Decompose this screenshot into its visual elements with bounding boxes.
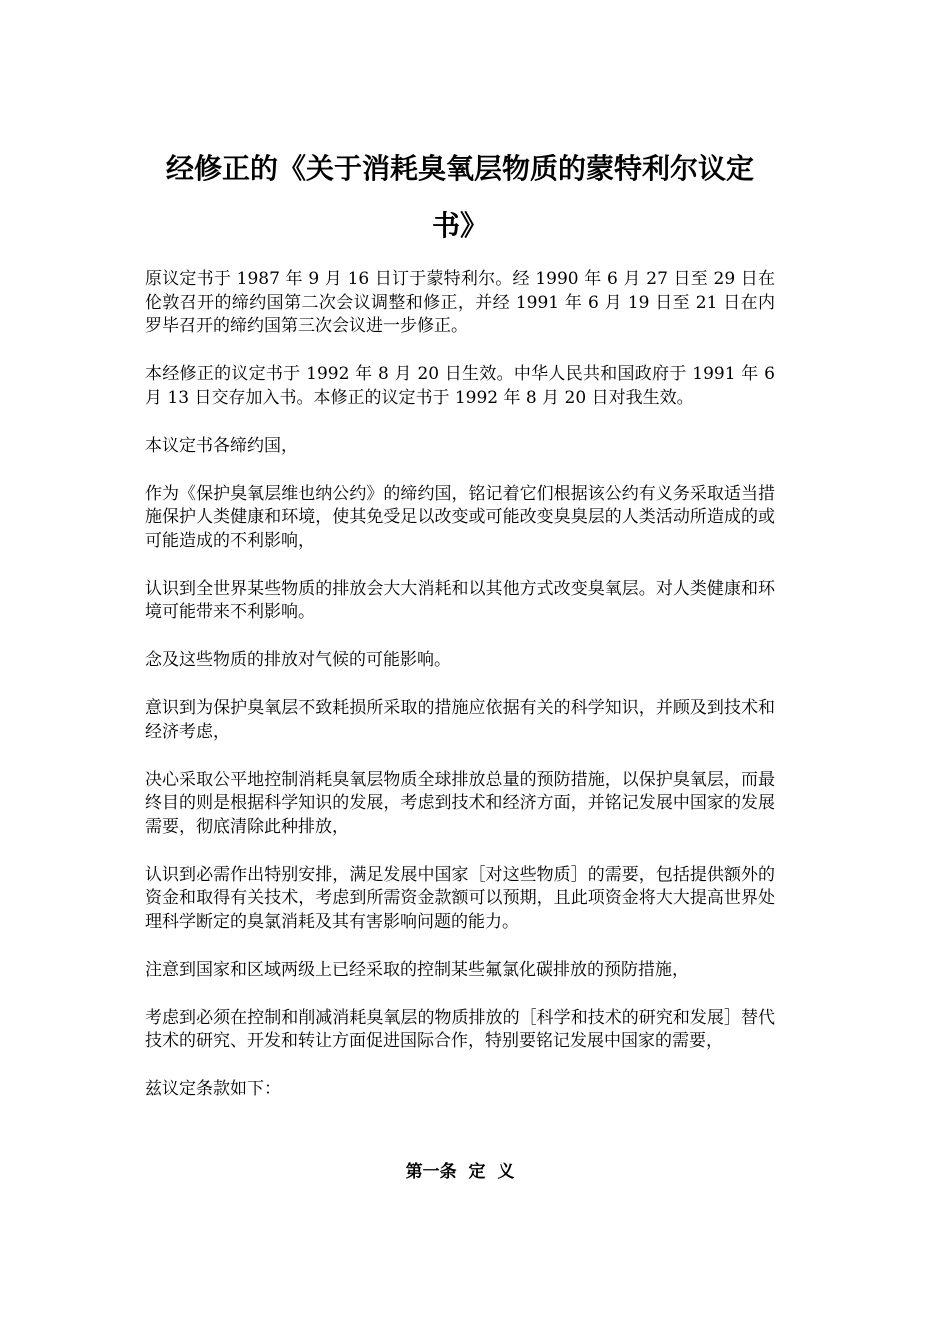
paragraph-preamble-vienna: 作为《保护臭氧层维也纳公约》的缔约国，铭记着它们根据该公约有义务采取适当措施保护人类健康和环境，使其免受足以改变或可能改变臭臭层的人类活动所造成的或可能造成的不利影响， — [145, 483, 775, 551]
paragraph-parties: 本议定书各缔约国， — [145, 435, 298, 456]
paragraph-preamble-science: 意识到为保护臭氧层不致耗损所采取的措施应依据有关的科学知识，并顾及到技术和经济考虑， — [145, 698, 775, 742]
paragraph-preamble-emissions: 认识到全世界某些物质的排放会大大消耗和以其他方式改变臭氧层。对人类健康和环境可能带来不利影响。 — [145, 578, 775, 622]
paragraph-preamble-special-provisions: 认识到必需作出特别安排，满足发展中国家［对这些物质］的需要，包括提供额外的资金和取得有关技术，考虑到所需资金款额可以预期，且此项资金将大大提高世界处理科学断定的臭氯消耗及其有害影响问题的能力。 — [145, 864, 775, 932]
paragraph-preamble-cooperation: 考虑到必须在控制和削减消耗臭氧层的物质排放的［科学和技术的研究和发展］替代技术的研究、开发和转让方面促进国际合作，特别要铭记发展中国家的需要， — [145, 1007, 775, 1051]
paragraph-preamble-climate: 念及这些物质的排放对气候的可能影响。 — [145, 650, 451, 670]
article-1-heading: 第一条 定 义 — [405, 1162, 515, 1182]
paragraph-original-signing: 原议定书于 1987 年 9 月 16 日订于蒙特利尔。经 1990 年 6 月 27 日至 29 日在伦敦召开的缔约国第二次会议调整和修正，并经 1991 年 6 月 19 日至 21 日在内罗毕召开的缔约国第三次会议进一步修正。 — [145, 269, 775, 336]
paragraph-preamble-precaution: 决心采取公平地控制消耗臭氧层物质全球排放总量的预防措施，以保护臭氧层，而最终目的则是根据科学知识的发展，考虑到技术和经济方面，并铭记发展中国家的发展需要，彻底清除此种排放， — [145, 769, 775, 837]
document-body — [145, 268, 775, 1126]
paragraph-preamble-existing-measures: 注意到国家和区域两级上已经采取的控制某些氟氯化碳排放的预防措施， — [145, 959, 689, 980]
paragraph-entry-into-force: 本经修正的议定书于 1992 年 8 月 20 日生效。中华人民共和国政府于 1991 年 6 月 13 日交存加入书。本修正的议定书于 1992 年 8 月 20 日对我生效。 — [145, 364, 775, 408]
paragraph-agreed: 兹议定条款如下： — [145, 1079, 281, 1099]
document-title: 经修正的《关于消耗臭氧层物质的蒙特利尔议定书》 — [165, 152, 754, 242]
